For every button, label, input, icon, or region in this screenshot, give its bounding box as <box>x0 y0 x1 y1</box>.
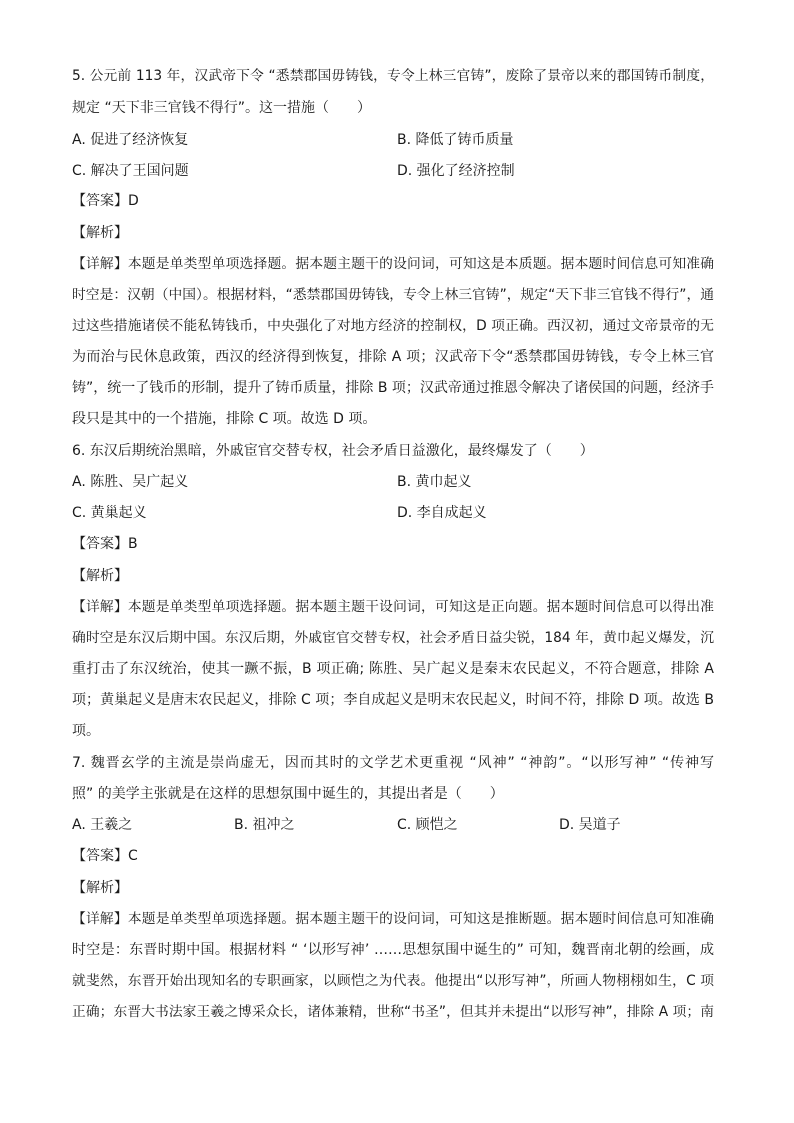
question-7-detail-line-4: 正确；东晋大书法家王羲之博采众长，诸体兼精，世称“书圣”，但其并未提出“以形写神”，排除 A 项；南 <box>72 1004 714 1020</box>
question-7-analysis-label: 【解析】 <box>72 880 128 896</box>
question-5-stem-line-2: 规定 “天下非三官钱不得行”。这一措施（ ） <box>72 100 371 116</box>
question-6-detail-line-5: 项。 <box>72 723 100 739</box>
question-7-option-d: D. 吴道子 <box>559 817 621 833</box>
question-7-detail-line-3: 就斐然，东晋开始出现知名的专职画家，以顾恺之为代表。他提出“以形写神”，所画人物栩栩如生，C 项 <box>72 973 714 989</box>
question-5-stem-line-1: 5. 公元前 113 年，汉武帝下令 “悉禁郡国毋铸钱，专令上林三官铸”，废除了景帝以来的郡国铸币制度， <box>72 68 714 84</box>
question-5-detail-line-3: 过这些措施诸侯不能私铸钱币，中央强化了对地方经济的控制权，D 项正确。西汉初，通过文帝景帝的无 <box>72 318 714 334</box>
question-5-option-a: A. 促进了经济恢复 <box>72 132 189 148</box>
question-6-option-a: A. 陈胜、吴广起义 <box>72 474 189 490</box>
question-5-option-c: C. 解决了王国问题 <box>72 163 189 179</box>
question-6-detail-line-1: 【详解】本题是单类型单项选择题。据本题主题干设问词，可知这是正向题。据本题时间信息可以得出准 <box>72 599 714 615</box>
question-6-option-b: B. 黄巾起义 <box>397 474 472 490</box>
question-7-option-a: A. 王羲之 <box>72 817 133 833</box>
question-5-detail-line-2: 时空是：汉朝（中国）。根据材料，“悉禁郡国毋铸钱，专令上林三官铸”，规定“天下非三官钱不得行”，通 <box>72 287 714 303</box>
question-5-analysis-label: 【解析】 <box>72 225 128 241</box>
question-5-detail-line-5: 铸”，统一了钱币的形制，提升了铸币质量，排除 B 项；汉武帝通过推恩令解决了诸侯国的问题，经济手 <box>72 380 714 396</box>
question-5-option-d: D. 强化了经济控制 <box>397 163 515 179</box>
question-7-option-b: B. 祖冲之 <box>234 817 295 833</box>
question-6-answer: 【答案】B <box>72 536 138 552</box>
question-7-option-c: C. 顾恺之 <box>397 817 458 833</box>
question-6-detail-line-3: 重打击了东汉统治，使其一蹶不振，B 项正确; 陈胜、吴广起义是秦末农民起义，不符合题意，排除 A <box>72 661 714 677</box>
question-5-option-b: B. 降低了铸币质量 <box>397 132 514 148</box>
question-6-detail-line-2: 确时空是东汉后期中国。东汉后期，外戚宦官交替专权，社会矛盾日益尖锐，184 年，黄巾起义爆发，沉 <box>72 630 714 646</box>
question-6-option-c: C. 黄巢起义 <box>72 505 147 521</box>
question-7-stem-line-2: 照” 的美学主张就是在这样的思想氛围中诞生的，其提出者是（ ） <box>72 786 504 802</box>
question-7-detail-line-1: 【详解】本题是单类型单项选择题。据本题主题干的设问词，可知这是推断题。据本题时间信息可知准确 <box>72 911 714 927</box>
question-7-detail-line-2: 时空是：东晋时期中国。根据材料 “ ‘以形写神’ ……思想氛围中诞生的” 可知，魏晋南北朝的绘画，成 <box>72 942 714 958</box>
question-6-analysis-label: 【解析】 <box>72 568 128 584</box>
question-7-answer: 【答案】C <box>72 848 138 864</box>
question-5-detail-line-4: 为而治与民休息政策，西汉的经济得到恢复，排除 A 项；汉武帝下令“悉禁郡国毋铸钱，专令上林三官 <box>72 349 714 365</box>
question-6-stem: 6. 东汉后期统治黑暗，外戚宦官交替专权，社会矛盾日益激化，最终爆发了（ ） <box>72 443 594 459</box>
question-7-stem-line-1: 7. 魏晋玄学的主流是崇尚虚无，因而其时的文学艺术更重视 “风神” “神韵”。“以形写神” “传神写 <box>72 755 714 771</box>
question-6-option-d: D. 李自成起义 <box>397 505 487 521</box>
question-5-answer: 【答案】D <box>72 193 139 209</box>
question-5-detail-line-6: 段只是其中的一个措施，排除 C 项。故选 D 项。 <box>72 411 377 427</box>
question-5-detail-line-1: 【详解】本题是单类型单项选择题。据本题主题干的设问词，可知这是本质题。据本题时间信息可知准确 <box>72 256 714 272</box>
question-6-detail-line-4: 项；黄巢起义是唐末农民起义，排除 C 项；李自成起义是明末农民起义，时间不符，排除 D 项。故选 B <box>72 692 714 708</box>
